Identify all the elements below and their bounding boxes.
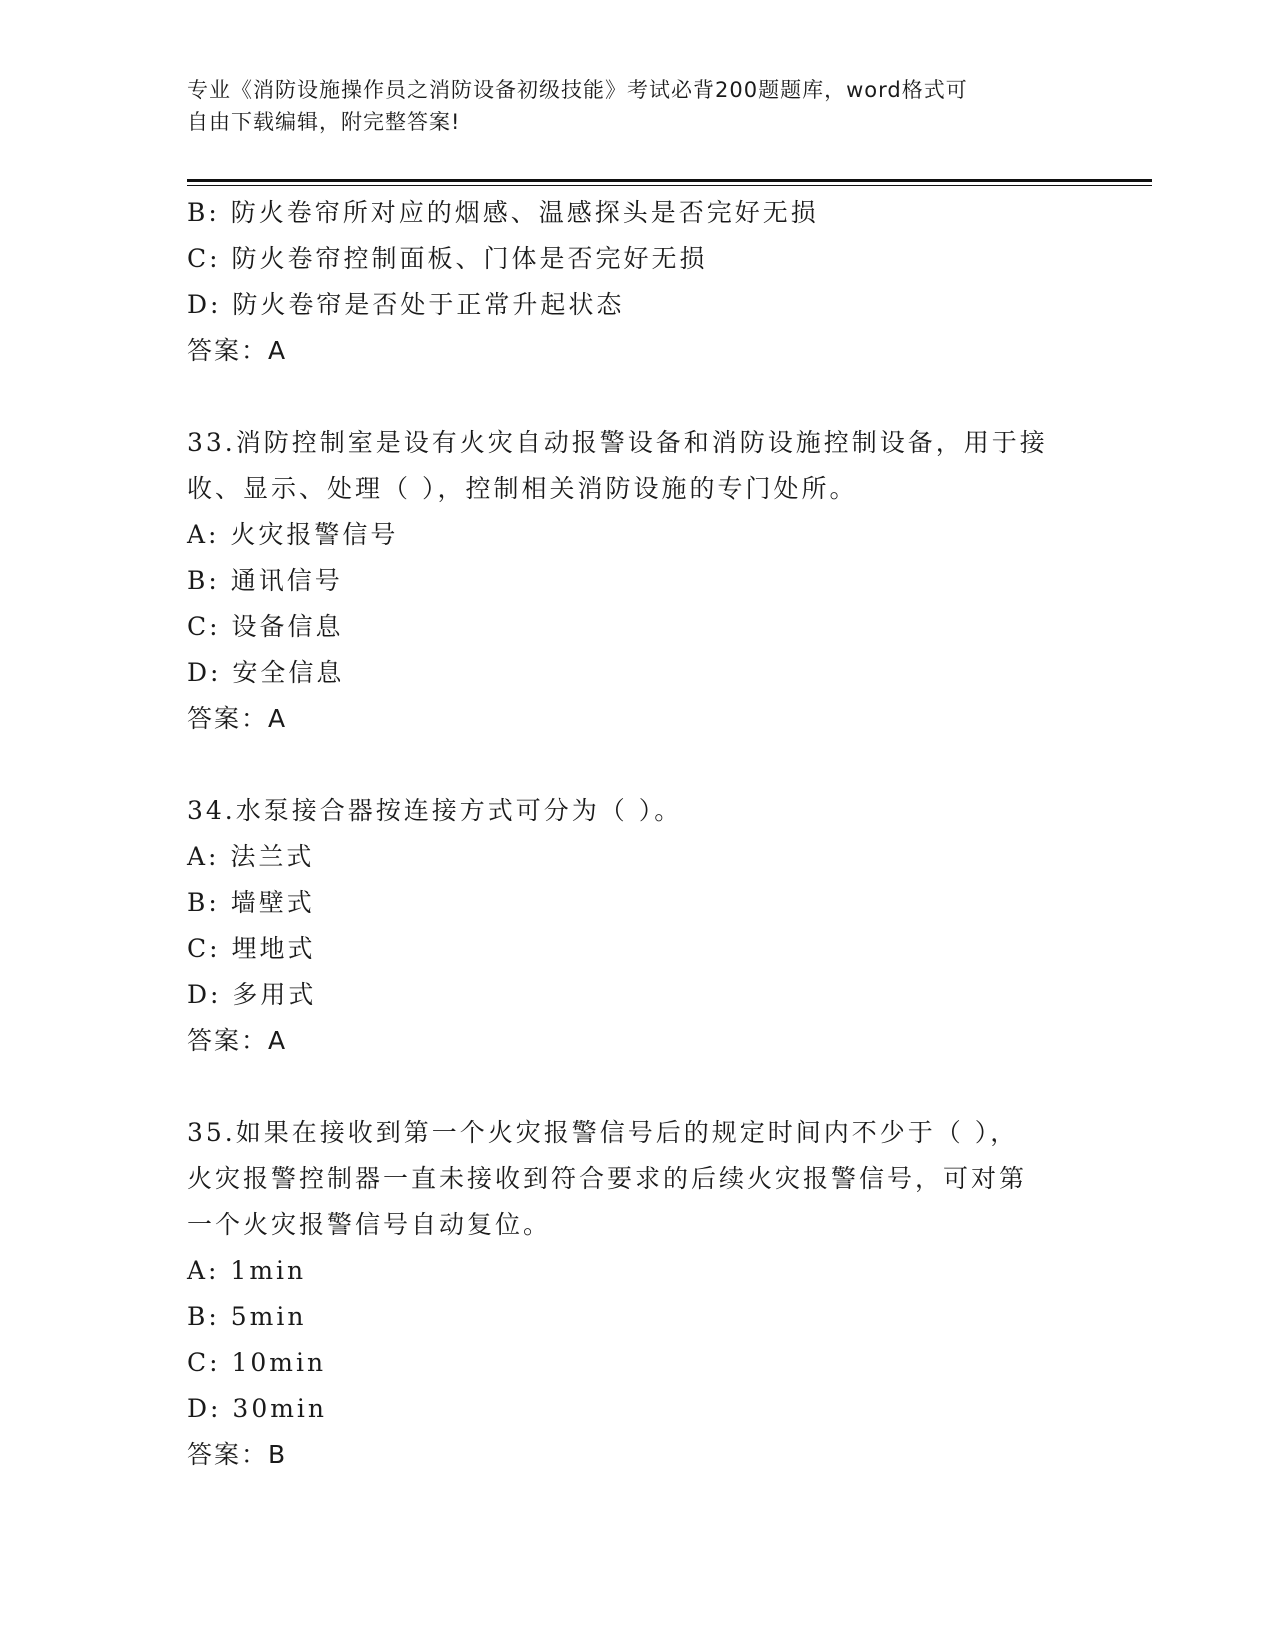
- option-a: A: 法兰式: [187, 842, 315, 871]
- document-header: [187, 74, 1087, 138]
- answer-line: 答案：A: [187, 1026, 288, 1055]
- answer-line: 答案：A: [187, 336, 288, 365]
- spacer: [187, 742, 1067, 788]
- question-block-34: [187, 788, 1067, 1064]
- question-stem-line: 火灾报警控制器一直未接收到符合要求的后续火灾报警信号，可对第: [187, 1164, 1028, 1193]
- header-line-1: 专业《消防设施操作员之消防设备初级技能》考试必背200题题库，word格式可: [187, 78, 968, 102]
- header-line-2: 自由下载编辑，附完整答案!: [187, 110, 461, 134]
- option-c: C: 10min: [187, 1348, 327, 1377]
- question-stem-line: 34.水泵接合器按连接方式可分为（ ）。: [187, 796, 683, 825]
- option-a: A: 1min: [187, 1256, 307, 1285]
- question-block-33: [187, 420, 1067, 742]
- spacer: [187, 1064, 1067, 1110]
- option-d: D: 30min: [187, 1394, 328, 1423]
- option-c: C: 防火卷帘控制面板、门体是否完好无损: [187, 244, 708, 273]
- answer-line: 答案：B: [187, 1440, 288, 1469]
- question-stem-line: 33.消防控制室是设有火灾自动报警设备和消防设施控制设备，用于接: [187, 428, 1048, 457]
- header-rule-thick: [187, 179, 1152, 182]
- answer-line: 答案：A: [187, 704, 288, 733]
- option-b: B: 防火卷帘所对应的烟感、温感探头是否完好无损: [187, 198, 819, 227]
- option-b: B: 墙壁式: [187, 888, 315, 917]
- question-stem-line: 35.如果在接收到第一个火灾报警信号后的规定时间内不少于（ ），: [187, 1118, 1019, 1147]
- option-c: C: 埋地式: [187, 934, 316, 963]
- option-d: D: 防火卷帘是否处于正常升起状态: [187, 290, 625, 319]
- question-block-prev: [187, 190, 1067, 374]
- option-d: D: 安全信息: [187, 658, 345, 687]
- option-c: C: 设备信息: [187, 612, 344, 641]
- option-b: B: 通讯信号: [187, 566, 343, 595]
- spacer: [187, 374, 1067, 420]
- option-a: A: 火灾报警信号: [187, 520, 399, 549]
- option-b: B: 5min: [187, 1302, 307, 1331]
- question-block-35: [187, 1110, 1067, 1478]
- question-stem-line: 一个火灾报警信号自动复位。: [187, 1210, 552, 1239]
- question-content: [187, 190, 1067, 1478]
- question-stem-line: 收、显示、处理（ ），控制相关消防设施的专门处所。: [187, 474, 858, 503]
- option-d: D: 多用式: [187, 980, 317, 1009]
- header-rule-thin: [187, 185, 1152, 186]
